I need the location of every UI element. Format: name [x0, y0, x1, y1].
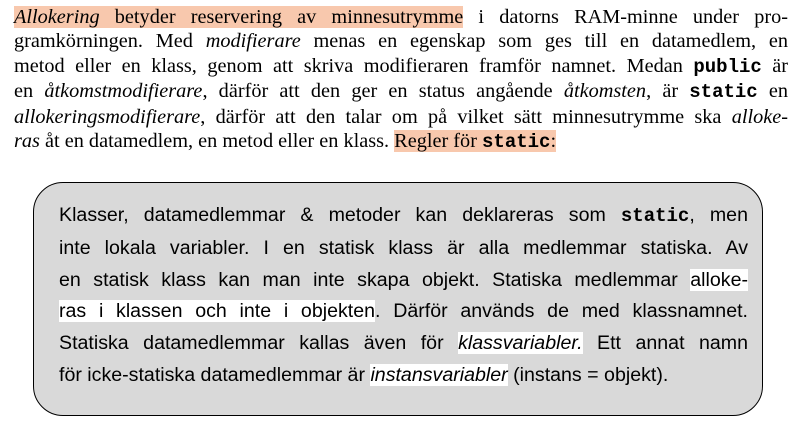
white-highlight: instansvariabler [370, 363, 508, 386]
code-keyword: static [482, 131, 551, 154]
rules-line: inte lokala variabler. I en statisk klass är alla medlemmar statiska. Av [59, 236, 748, 259]
paragraph-line: en åtkomstmodifierare, därför att den ger en status angående åtkomsten, är static en [14, 80, 789, 104]
rules-text [59, 200, 748, 392]
intro-paragraph [14, 5, 788, 154]
highlight: Regler för static: [394, 130, 557, 154]
paragraph-line: gramkörningen. Med modifierare menas en egenskap som ges till en datamedlem, en [14, 30, 788, 53]
white-highlight: klassvariabler. [458, 332, 583, 355]
rules-line: ras i klassen och inte i objekten. Därför används de med klassnamnet. [59, 300, 748, 323]
paragraph-line: metod eller en klass, genom att skriva modifieraren framför namnet. Medan public är [14, 54, 788, 78]
paragraph-line: allokeringsmodifierare, därför att den talar om på vilket sätt minnesutrymme ska alloke- [14, 105, 788, 128]
white-highlight: alloke- [690, 268, 748, 291]
code-keyword: public [693, 55, 762, 78]
rules-line: för icke-statiska datamedlemmar är instansvariabler (instans = objekt). [59, 363, 669, 386]
rules-line: Klasser, datamedlemmar & metoder kan deklareras som static, men [59, 204, 748, 227]
code-keyword: static [689, 81, 758, 104]
rules-line: en statisk klass kan man inte skapa objekt. Statiska medlemmar alloke- [59, 268, 748, 291]
white-highlight: ras i klassen och inte i objekten [59, 300, 376, 323]
code-keyword: static [620, 205, 690, 227]
highlight: Allokering betyder reservering av minnesutrymme [14, 6, 464, 28]
rules-line: Statiska datamedlemmar kallas även för klassvariabler. Ett annat namn [59, 332, 748, 355]
paragraph-line: ras åt en datamedlem, en metod eller en klass. Regler för static: [14, 130, 557, 154]
paragraph-line: Allokering betyder reservering av minnesutrymme i datorns RAM-minne under pro- [14, 6, 789, 28]
